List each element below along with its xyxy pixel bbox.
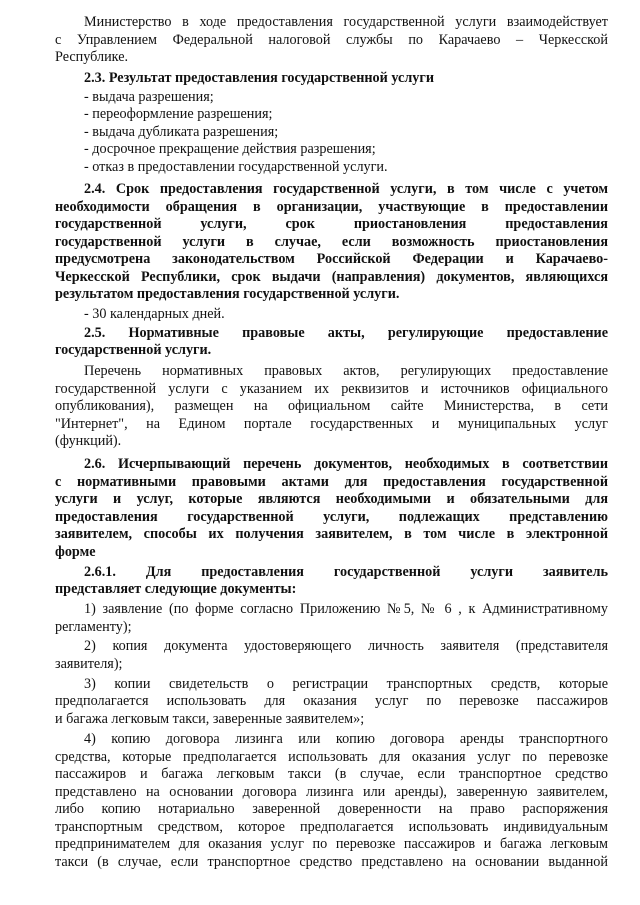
section-heading-2-6: форме (55, 544, 96, 560)
section-heading-2-6: услуги и услуг, которые являются необходимыми и обязательными для (55, 491, 608, 507)
list-item: такси (в случае, если транспортное средство представлено на основании выданной (55, 854, 608, 870)
section-heading-2-6-1: представляет следующие документы: (55, 581, 297, 597)
section-heading-2-3: 2.3. Результат предоставления государственной услуги (84, 70, 435, 86)
list-item: - переоформление разрешения; (84, 106, 273, 122)
list-item: предпринимателем для оказания услуг по перевозке пассажиров и багажа легковым (55, 836, 608, 852)
list-item: - досрочное прекращение действия разрешения; (84, 141, 376, 157)
section-heading-2-5: 2.5. Нормативные правовые акты, регулирующие предоставление (84, 325, 608, 341)
list-item: заявителя); (55, 656, 123, 672)
list-item: средства, которые предполагается использовать для оказания услуг по перевозке (55, 749, 608, 765)
section-heading-2-4: Черкесской Республики, срок выдачи (направления) документов, являющихся (55, 269, 608, 285)
text-line: государственной услуги с указанием их реквизитов и источников официального (55, 381, 608, 397)
list-item: 2) копия документа удостоверяющего личность заявителя (представителя (84, 638, 608, 654)
section-heading-2-6: предоставления государственной услуги, подлежащих представлению (55, 509, 608, 525)
section-heading-2-6: с нормативными правовыми актами для предоставления государственной (55, 474, 608, 490)
text-line: Перечень нормативных правовых актов, регулирующих предоставление (84, 363, 608, 379)
section-heading-2-5: государственной услуги. (55, 342, 212, 358)
text-line: "Интернет", на Едином портале государственных и муниципальных услуг (55, 416, 608, 432)
section-heading-2-4: государственной услуги, срок приостановления предоставления (55, 216, 608, 232)
section-heading-2-6: заявителем, способы их получения заявителем, в том числе в электронной (55, 526, 608, 542)
list-item: - выдача разрешения; (84, 89, 214, 105)
text-line: - 30 календарных дней. (84, 306, 225, 322)
section-heading-2-4: 2.4. Срок предоставления государственной услуги, в том числе с учетом (84, 181, 608, 197)
list-item: - выдача дубликата разрешения; (84, 124, 279, 140)
text-line: Республике. (55, 49, 129, 65)
section-heading-2-4: государственной услуги в случае, если возможность приостановления (55, 234, 608, 250)
section-heading-2-4: результатом предоставления государственной услуги. (55, 286, 400, 302)
list-item: 4) копию договора лизинга или копию договора аренды транспортного (84, 731, 608, 747)
list-item: представлено на основании договора лизинга или аренды), заверенную заявителем, (55, 784, 608, 800)
list-item: 3) копии свидетельств о регистрации транспортных средств, которые (84, 676, 608, 692)
list-item: либо копию нотариально заверенной доверенности на право распоряжения (55, 801, 608, 817)
list-item: пассажиров и багажа легковым такси (в случае, если транспортное средство (55, 766, 608, 782)
list-item: и багажа легковым такси, заверенные заявителем»; (55, 711, 365, 727)
section-heading-2-4: предусмотрена законодательством Российской Федерации и Карачаево- (55, 251, 608, 267)
section-heading-2-4: необходимости обращения в организации, участвующие в предоставлении (55, 199, 608, 215)
section-heading-2-6: 2.6. Исчерпывающий перечень документов, необходимых в соответствии (84, 456, 608, 472)
list-item: 1) заявление (по форме согласно Приложению №5, № 6 , к Административному (84, 601, 608, 617)
text-line: (функций). (55, 433, 122, 449)
text-line: с Управлением Федеральной налоговой службы по Карачаево – Черкесской (55, 32, 608, 48)
section-heading-2-6-1: 2.6.1. Для предоставления государственной услуги заявитель (84, 564, 608, 580)
list-item: регламенту); (55, 619, 132, 635)
text-line: Министерство в ходе предоставления государственной услуги взаимодействует (84, 14, 608, 30)
list-item: предполагается использовать для оказания услуг по перевозке пассажиров (55, 693, 608, 709)
text-line: опубликования), размещен на официальном сайте Министерства, в сети (55, 398, 608, 414)
list-item: транспортным средством, которое предполагается использовать индивидуальным (55, 819, 608, 835)
list-item: - отказ в предоставлении государственной услуги. (84, 159, 388, 175)
